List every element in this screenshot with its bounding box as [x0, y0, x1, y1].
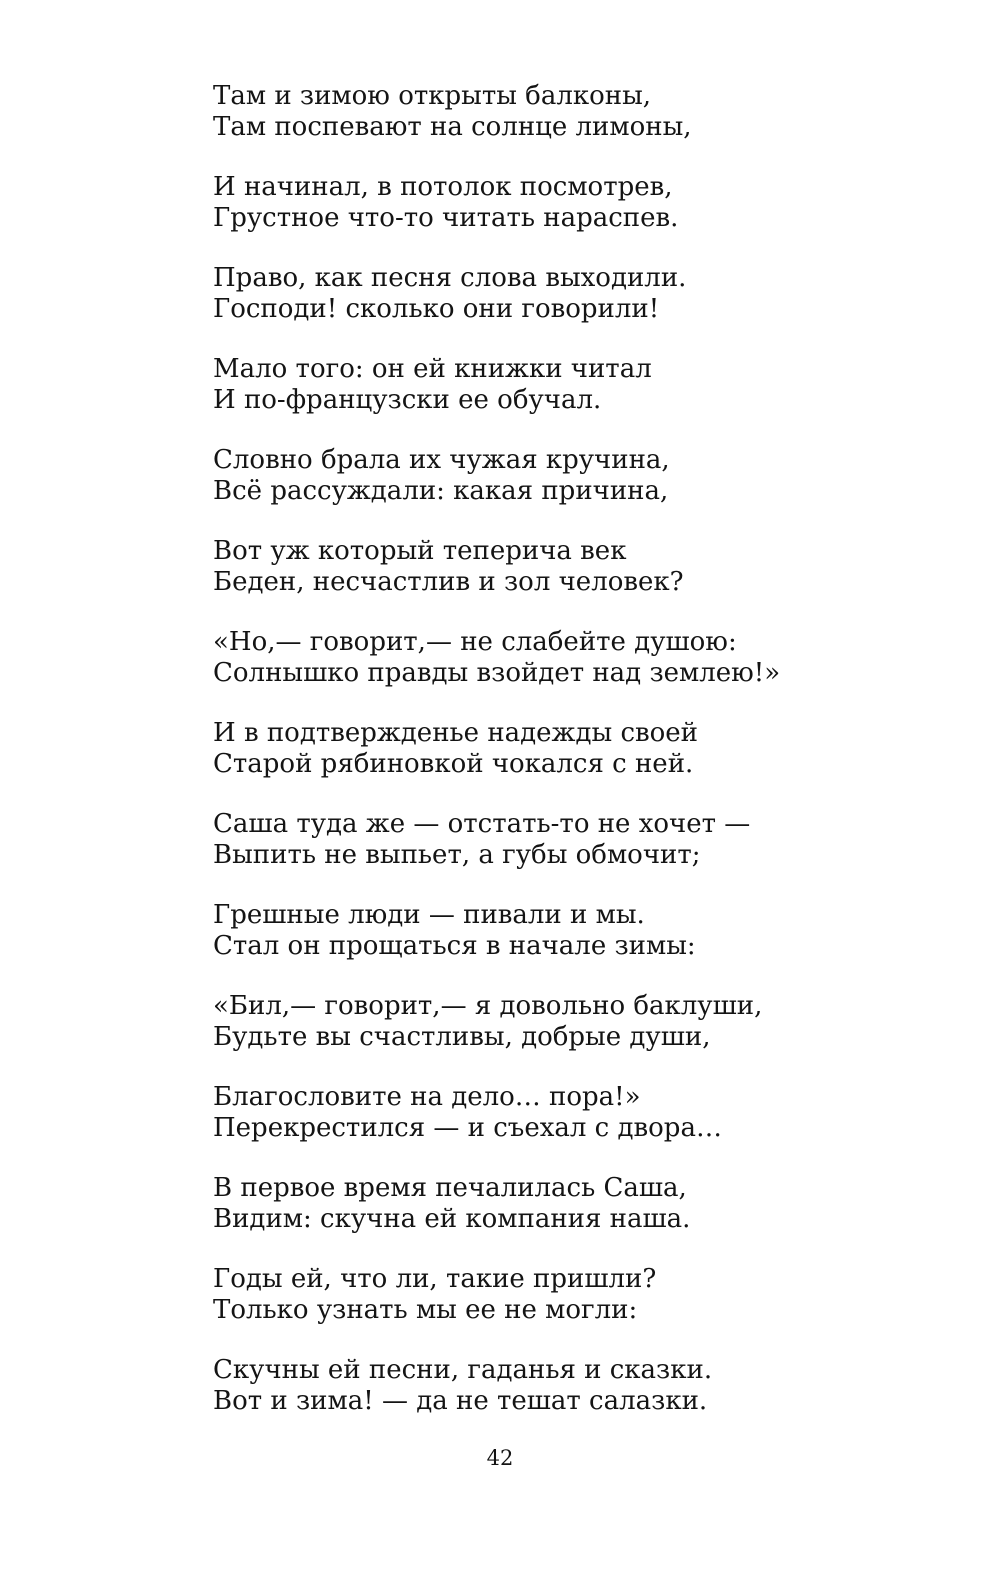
poem-line: Годы ей, что ли, такие пришли?: [213, 1264, 657, 1294]
stanza: [213, 1264, 953, 1355]
poem-line: Выпить не выпьет, а губы обмочит;: [213, 840, 701, 870]
stanza: [213, 718, 953, 809]
stanza: [213, 172, 953, 263]
poem-line: Перекрестился — и съехал с двора…: [213, 1113, 722, 1143]
poem-line: Вот и зима! — да не тешат салазки.: [213, 1386, 708, 1416]
poem-line: «Бил,— говорит,— я довольно баклуши,: [213, 991, 763, 1021]
poem-line: Грустное что-то читать нараспев.: [213, 203, 679, 233]
poem-line: Скучны ей песни, гаданья и сказки.: [213, 1355, 713, 1385]
stanza: [213, 263, 953, 354]
poem-line: Грешные люди — пивали и мы.: [213, 900, 645, 930]
poem-line: Мало того: он ей книжки читал: [213, 354, 652, 384]
poem-line: Старой рябиновкой чокался с ней.: [213, 749, 694, 779]
poem-line: Там и зимою открыты балконы,: [213, 81, 652, 111]
poem-line: Право, как песня слова выходили.: [213, 263, 687, 293]
stanza: [213, 809, 953, 900]
poem-line: И начинал, в потолок посмотрев,: [213, 172, 673, 202]
stanza: [213, 1355, 953, 1446]
page-number: 42: [486, 1446, 514, 1470]
stanza: [213, 1082, 953, 1173]
poem-line: Видим: скучна ей компания наша.: [213, 1204, 691, 1234]
stanza: [213, 445, 953, 536]
poem-line: Солнышко правды взойдет над землею!»: [213, 658, 781, 688]
poem-line: Только узнать мы ее не могли:: [213, 1295, 638, 1325]
poem-line: Саша туда же — отстать-то не хочет —: [213, 809, 751, 839]
stanza: [213, 900, 953, 991]
stanza: [213, 536, 953, 627]
poem-line: И в подтвержденье надежды своей: [213, 718, 699, 748]
poem-line: Всё рассуждали: какая причина,: [213, 476, 669, 506]
poem-line: «Но,— говорит,— не слабейте душою:: [213, 627, 737, 657]
poem-line: Благословите на дело… пора!»: [213, 1082, 641, 1112]
poem-line: И по-французски ее обучал.: [213, 385, 602, 415]
poem-line: Господи! сколько они говорили!: [213, 294, 660, 324]
stanza: [213, 1173, 953, 1264]
poem-line: Будьте вы счастливы, добрые души,: [213, 1022, 711, 1052]
poem-text: [213, 81, 953, 1446]
stanza: [213, 354, 953, 445]
stanza: [213, 627, 953, 718]
poem-line: Вот уж который теперича век: [213, 536, 627, 566]
poem-line: Стал он прощаться в начале зимы:: [213, 931, 696, 961]
poem-line: Беден, несчастлив и зол человек?: [213, 567, 684, 597]
stanza: [213, 81, 953, 172]
poem-line: Словно брала их чужая кручина,: [213, 445, 670, 475]
stanza: [213, 991, 953, 1082]
poem-line: Там поспевают на солнце лимоны,: [213, 112, 692, 142]
poem-line: В первое время печалилась Саша,: [213, 1173, 687, 1203]
